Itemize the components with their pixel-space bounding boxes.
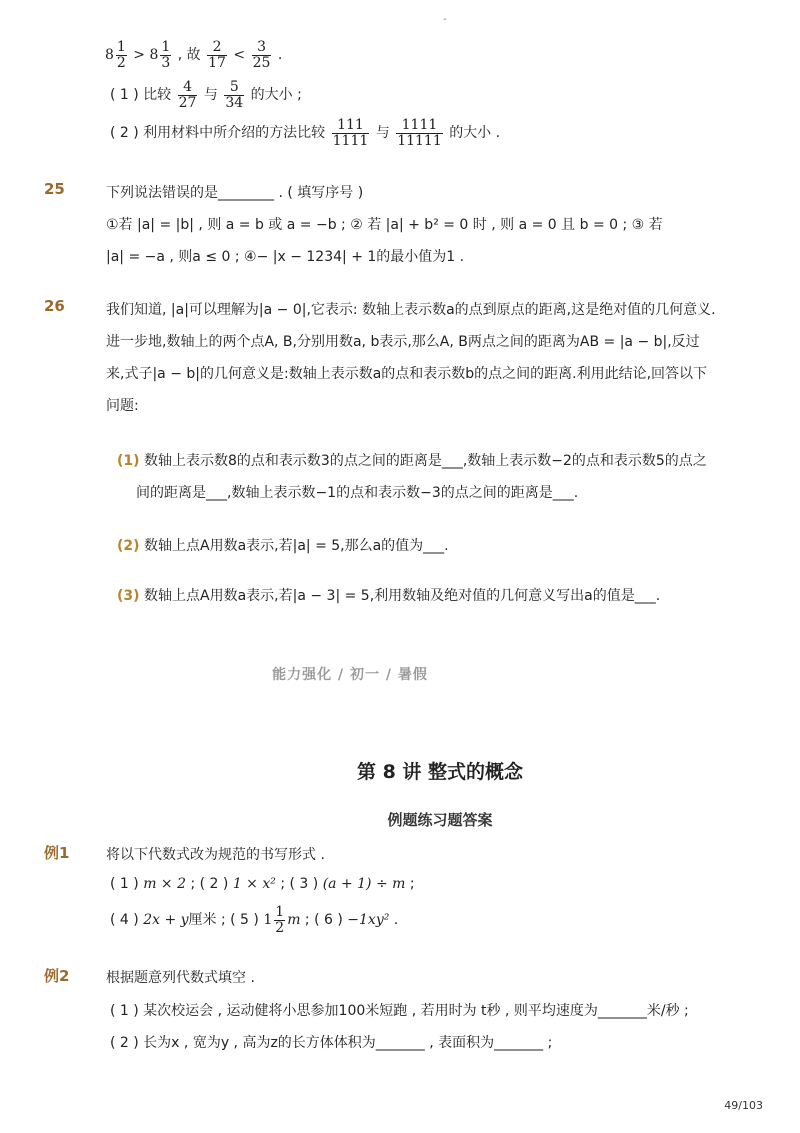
example-1-label: 例1 (44, 844, 70, 862)
fraction-1111-11111: $\frac{1111}{11111}$ (397, 117, 442, 149)
problem-26-part-1: (1) 数轴上表示数8的点和表示数3的点之间的距离是___,数轴上表示数−2的点和表示数5的点之 (117, 453, 707, 469)
fraction-1-2: $\frac{1}{2}$ (275, 904, 285, 936)
section-title: 例题练习题答案 (387, 811, 493, 829)
example-2-label: 例2 (44, 967, 70, 985)
problem-26-line-1: 我们知道, |a|可以理解为|a − 0|,它表示: 数轴上表示数a的点到原点的距离,这是绝对值的几何意义. (106, 302, 716, 318)
example-2-stem: 根据题意列代数式填空 . (106, 970, 255, 986)
fraction-111-1111: $\frac{111}{1111}$ (332, 117, 369, 149)
problem-26-part-2: (2) 数轴上点A用数a表示,若|a| = 5,那么a的值为___. (117, 538, 449, 554)
header-mark: - (443, 14, 447, 25)
page-number: 49/103 (724, 1099, 763, 1112)
example-1-row-1: ( 1 ) m × 2 ; ( 2 ) 1 × x² ; ( 3 ) (a + 1) ÷ m ; (110, 876, 415, 892)
question-compare-1: ( 1 ) 比较 $\frac{4}{27}$ 与 $\frac{5}{34}$ 的大小 ; (110, 79, 302, 111)
mixed-number-b: 8 $\frac{1}{3}$ (149, 39, 171, 71)
lesson-title: 第 8 讲 整式的概念 (356, 761, 524, 783)
example-2-question-2: ( 2 ) 长为x , 宽为y , 高为z的长方体体积为_______ , 表面积为_______ ; (110, 1035, 553, 1051)
comparison-line: 8 $\frac{1}{2}$ > 8 $\frac{1}{3}$ , 故 $\frac{2}{17}$ < $\frac{3}{25}$ . (105, 39, 283, 71)
part-label-1: (1) (117, 453, 140, 469)
example-1-row-2: ( 4 ) 2x + y厘米 ; ( 5 ) 1 $\frac{1}{2}$ m ; ( 6 ) −1xy² . (110, 904, 399, 936)
part-label-2: (2) (117, 538, 140, 554)
problem-25-line-2: ①若 |a| = |b| , 则 a = b 或 a = −b ; ② 若 |a| + b² = 0 时 , 则 a = 0 且 b = 0 ; ③ 若 (106, 217, 663, 233)
fraction-3-25: $\frac{3}{25}$ (252, 39, 271, 71)
example-2-question-1: ( 1 ) 某次校运会 , 运动健将小思参加100米短跑 , 若用时为 t秒 , 则平均速度为_______米/秒 ; (110, 1003, 689, 1019)
fraction-2-17: $\frac{2}{17}$ (208, 39, 226, 71)
problem-number-26: 26 (44, 297, 65, 315)
problem-26-line-3: 来,式子|a − b|的几何意义是:数轴上表示数a的点和表示数b的点之间的距离.利用此结论,回答以下 (106, 366, 708, 382)
problem-26-line-4: 问题: (106, 398, 139, 414)
problem-25-stem: 下列说法错误的是________ . ( 填写序号 ) (106, 185, 364, 201)
example-1-stem: 将以下代数式改为规范的书写形式 . (106, 847, 325, 863)
footer-brand: 能力强化 / 初一 / 暑假 (272, 667, 428, 683)
fraction-4-27: $\frac{4}{27}$ (178, 79, 197, 111)
fraction-5-34: $\frac{5}{34}$ (225, 79, 244, 111)
problem-number-25: 25 (44, 180, 65, 198)
question-compare-2: ( 2 ) 利用材料中所介绍的方法比较 $\frac{111}{1111}$ 与 $\frac{1111}{11111}$ 的大小 . (110, 117, 501, 149)
problem-26-line-2: 进一步地,数轴上的两个点A, B,分别用数a, b表示,那么A, B两点之间的距离为AB = |a − b|,反过 (106, 334, 700, 350)
problem-25-line-3: |a| = −a , 则a ≤ 0 ; ④− |x − 1234| + 1的最小值为1 . (106, 249, 465, 265)
part-label-3: (3) (117, 588, 140, 604)
problem-26-part-1-line-2: 间的距离是___,数轴上表示数−1的点和表示数−3的点之间的距离是___. (136, 485, 579, 501)
mixed-number-a: 8 $\frac{1}{2}$ (105, 39, 126, 71)
problem-26-part-3: (3) 数轴上点A用数a表示,若|a − 3| = 5,利用数轴及绝对值的几何意义写出a的值是___. (117, 588, 661, 604)
